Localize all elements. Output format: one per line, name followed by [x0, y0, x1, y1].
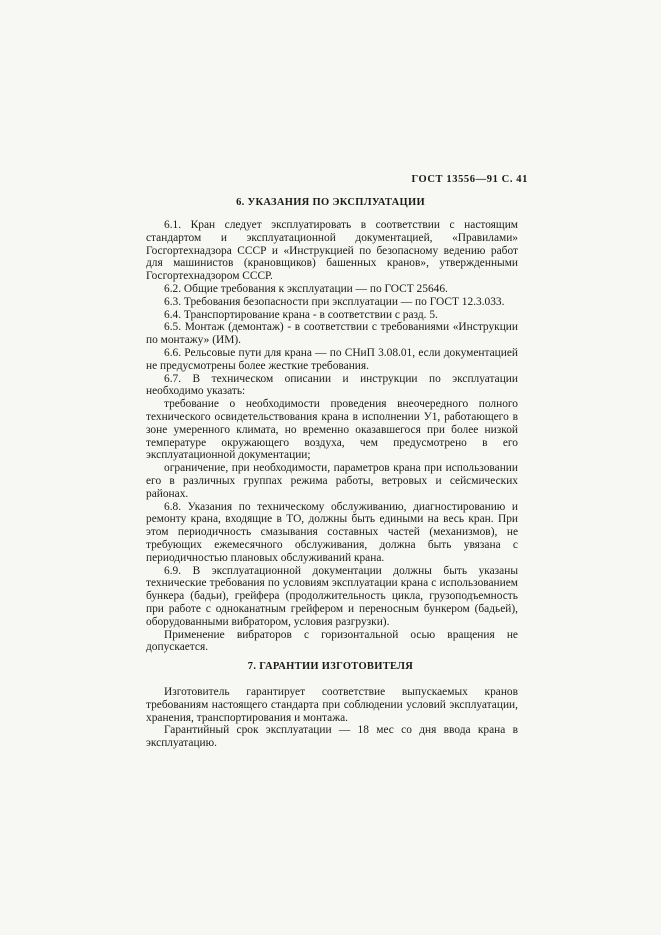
section-7-body	[146, 686, 518, 750]
paragraph-6-7: 6.7. В техническом описании и инструкции по эксплуатации необходимо указать:	[146, 372, 518, 398]
paragraph-6-2: 6.2. Общие требования к эксплуатации — по ГОСТ 25646.	[164, 282, 448, 295]
paragraph-6-6: 6.6. Рельсовые пути для крана — по СНиП 3.08.01, если документацией не предусмотрены более жесткие требования.	[146, 346, 518, 372]
paragraph-6-7-item-1: требование о необходимости проведения внеочередного полного технического освидетельствования крана в исполнении У1, работающего в зоне умеренного климата, но временно оказавшегося при более низкой температуре окружающего воздуха, чем предусмотрено в его эксплуатационной документации;	[146, 398, 518, 462]
paragraph-6-1: 6.1. Кран следует эксплуатировать в соответствии с настоящим стандартом и эксплуатационной документацией, «Правилами» Госгортехнадзора СССР и «Инструкцией по безопасному ведению работ для машинистов (крановщиков) башенных кранов», утвержденными Госгортехнадзором СССР.	[146, 219, 518, 283]
page-header: ГОСТ 13556—91 С. 41	[411, 174, 528, 185]
paragraph-7-1: Изготовитель гарантирует соответствие выпускаемых кранов требованиям настоящего стандарта при соблюдении условий эксплуатации, хранения, транспортирования и монтажа.	[146, 686, 518, 724]
paragraph-6-7-item-2: ограничение, при необходимости, параметров крана при использовании его в различных группах режима работы, ветровых и сейсмических районах.	[146, 462, 518, 500]
paragraph-7-2: Гарантийный срок эксплуатации — 18 мес со дня ввода крана в эксплуатацию.	[146, 724, 518, 750]
paragraph-6-9-note: Применение вибраторов с горизонтальной осью вращения не допускается.	[146, 628, 518, 654]
paragraph-6-5: 6.5. Монтаж (демонтаж) - в соответствии с требованиями «Инструкции по монтажу» (ИМ).	[146, 321, 518, 347]
section-7-title: 7. ГАРАНТИИ ИЗГОТОВИТЕЛЯ	[247, 661, 414, 672]
paragraph-6-3: 6.3. Требования безопасности при эксплуатации — по ГОСТ 12.3.033.	[164, 295, 505, 308]
paragraph-6-9: 6.9. В эксплуатационной документации должны быть указаны технические требования по условиям эксплуатации крана с использованием бункера (бадьи), грейфера (продолжительность цикла, грузоподъемность при работе с одноканатным грейфером и переносным бункером (бадьей), оборудованными вибратором, условия разгрузки).	[146, 564, 518, 628]
paragraph-6-8: 6.8. Указания по техническому обслуживанию, диагностированию и ремонту крана, входящие в ТО, должны быть едиными на весь кран. При этом периодичность смазывания составных частей (механизмов), не требующих ежемесячного обслуживания, должна быть увязана с периодичностью плановых обслуживаний крана.	[146, 500, 518, 564]
section-6-title: 6. УКАЗАНИЯ ПО ЭКСПЛУАТАЦИИ	[236, 197, 425, 208]
section-6-body	[146, 219, 518, 654]
paragraph-6-4: 6.4. Транспортирование крана - в соответствии с разд. 5.	[164, 308, 438, 321]
